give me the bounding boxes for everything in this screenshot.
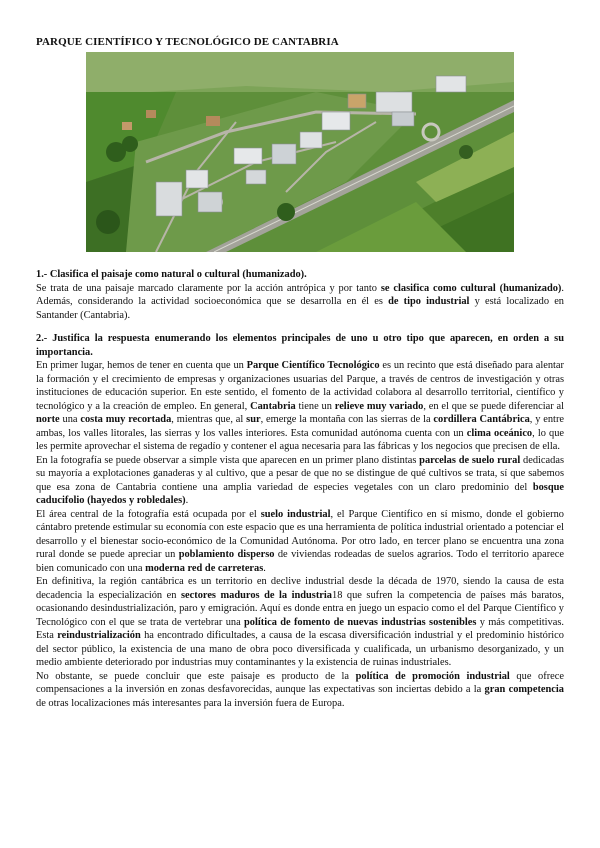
bold-run: política de promoción industrial [355,670,510,682]
text-run: . Además, considerando la actividad socioeconómica que se desarrolla en él es [36,282,564,307]
text-run: El área central de la fotografía está ocupada por el [36,508,261,520]
question-1: 1.- Clasifica el paisaje como natural o cultural (humanizado). [36,269,307,280]
text-run: que ofrece compensaciones a la inversión en zonas desfavorecidas, aunque las expectativas son inciertas debido a la [36,670,564,695]
text-run: . [185,495,189,506]
text-run: No obstante, se puede concluir que este paisaje es producto de la [36,670,356,682]
aerial-photo-illustration [86,52,514,252]
text-run: , emerge la montaña con las sierras de la [260,414,434,425]
bold-run: se clasifica como cultural (humanizado) [380,282,562,294]
bold-run: sur [246,414,261,425]
text-run: , y entre ambas, los valles litorales, las sierras y los valles interiores. Esta comunidad autónoma cuenta con un [36,414,565,439]
answer-1 [36,282,564,323]
paragraph-1 [36,359,564,454]
text-run: . [263,562,266,574]
bold-run: moderna red de carreteras [145,562,264,574]
text-run: dedicadas su mayoría a explotaciones ganaderas y al cultivo, que a pesar de que no se distingue de qué cultivos se trata, sí que sabemos que esa zona de Cantabria contiene una amplia variedad de especies vegetales con un claro predominio del [36,454,564,493]
bold-run: sectores maduros de la industria [180,589,332,601]
bold-run: cordillera Cantábrica [433,414,530,425]
text-run: , mientras que, al [171,414,247,425]
bold-run: suelo industrial [260,508,331,520]
bold-run: norte [36,414,60,425]
bold-run: costa muy recortada [80,414,172,425]
text-run: ha encontrado dificultades, a causa de la escasa diversificación industrial y el predominio histórico del sector público, la existencia de una mano de obra poco diversificada y cualificada, un urbanismo desorganizado, y un medio ambiente deteriorado por industrias muy contaminantes y la existencia de ruinas industriales. [36,630,564,668]
document-body [36,268,564,710]
bold-run: política de fomento de nuevas industrias sostenibles [244,616,477,628]
text-run: de viviendas rodeadas de suelos agrarios. Todo el territorio aparece bien comunicado con una [36,549,564,574]
bold-run: Cantabria [250,400,296,412]
paragraph-3 [36,508,564,576]
aerial-photo [86,52,514,252]
text-run: de otras localizaciones más interesantes para la inversión fuera de Europa. [36,697,345,709]
bold-run: parcelas de suelo rural [419,454,521,466]
text-run: En la fotografía se puede observar a simple vista que aparecen en un primer plano distintas [36,454,420,466]
bold-run: poblamiento disperso [178,549,275,560]
text-run: En primer lugar, hemos de tener en cuenta que un [36,360,247,371]
bold-run: relieve muy variado [334,400,424,412]
text-run: es un recinto que está diseñado para alentar la formación y el crecimiento de empresas y organizaciones usuarias del Parque, a través de centros de investigación y otras instituciones de educación superior. En este sentido, el fomento de la actividad colabora al desarrollo territorial, científico y tecnológico y a la creación de empleo. En general, [36,360,564,412]
paragraph-4 [36,575,564,670]
page-title: PARQUE CIENTÍFICO Y TECNOLÓGICO DE CANTABRIA [36,36,339,48]
text-run: y más competitivas. Esta [36,616,564,641]
bold-run: Parque Científico Tecnológico [246,360,380,371]
text-run: y está localizado en Santander (Cantabria). [36,296,565,321]
text-run: , en el que se puede diferenciar al [423,400,564,412]
text-run: , lo que les permite aprovechar el sistema de regadío y contener el agua necesaria para las fábricas y los negocios que precisen de ella. [36,427,564,452]
question-2: 2.- Justifica la respuesta enumerando los elementos principales de uno u otro tipo que aparecen, en orden a su importancia. [36,333,564,358]
paragraph-2 [36,454,564,508]
text-run: Se trata de una paisaje marcado claramente por la acción antrópica y por tanto [36,282,381,294]
bold-run: bosque caducifolio (hayedos y robledales) [36,481,564,506]
text-run: , el Parque Científico en sí mismo, donde el gobierno cántabro pretende estimular su economía con este espacio que es una herramienta de política industrial orientado a potenciar el desarrollo y el bienestar socio-económico de la Comunidad Autónoma. Por otro lado, en tercer plano se encuentra una zona rural donde se puede apreciar un [36,508,564,560]
bold-run: clima oceánico [466,427,533,439]
text-run: En definitiva, la región cantábrica es un territorio en declive industrial desde la década de 1970, siendo la causa de esta decadencia la especialización en [36,576,564,601]
bold-run: gran competencia [484,684,564,695]
paragraph-5 [36,670,564,711]
text-run: 18 que sufren la competencia de países más baratos, ocasionando desindustrialización, paro y emigración. Aquí es donde entra en juego un espacio como el del Parque Científico y Tecnológico con el que se trata de vertebrar una [36,589,565,628]
text-run: tiene un [295,400,335,412]
bold-run: reindustrialización [57,630,141,641]
text-run: una [59,414,81,425]
bold-run: de tipo industrial [388,296,470,307]
